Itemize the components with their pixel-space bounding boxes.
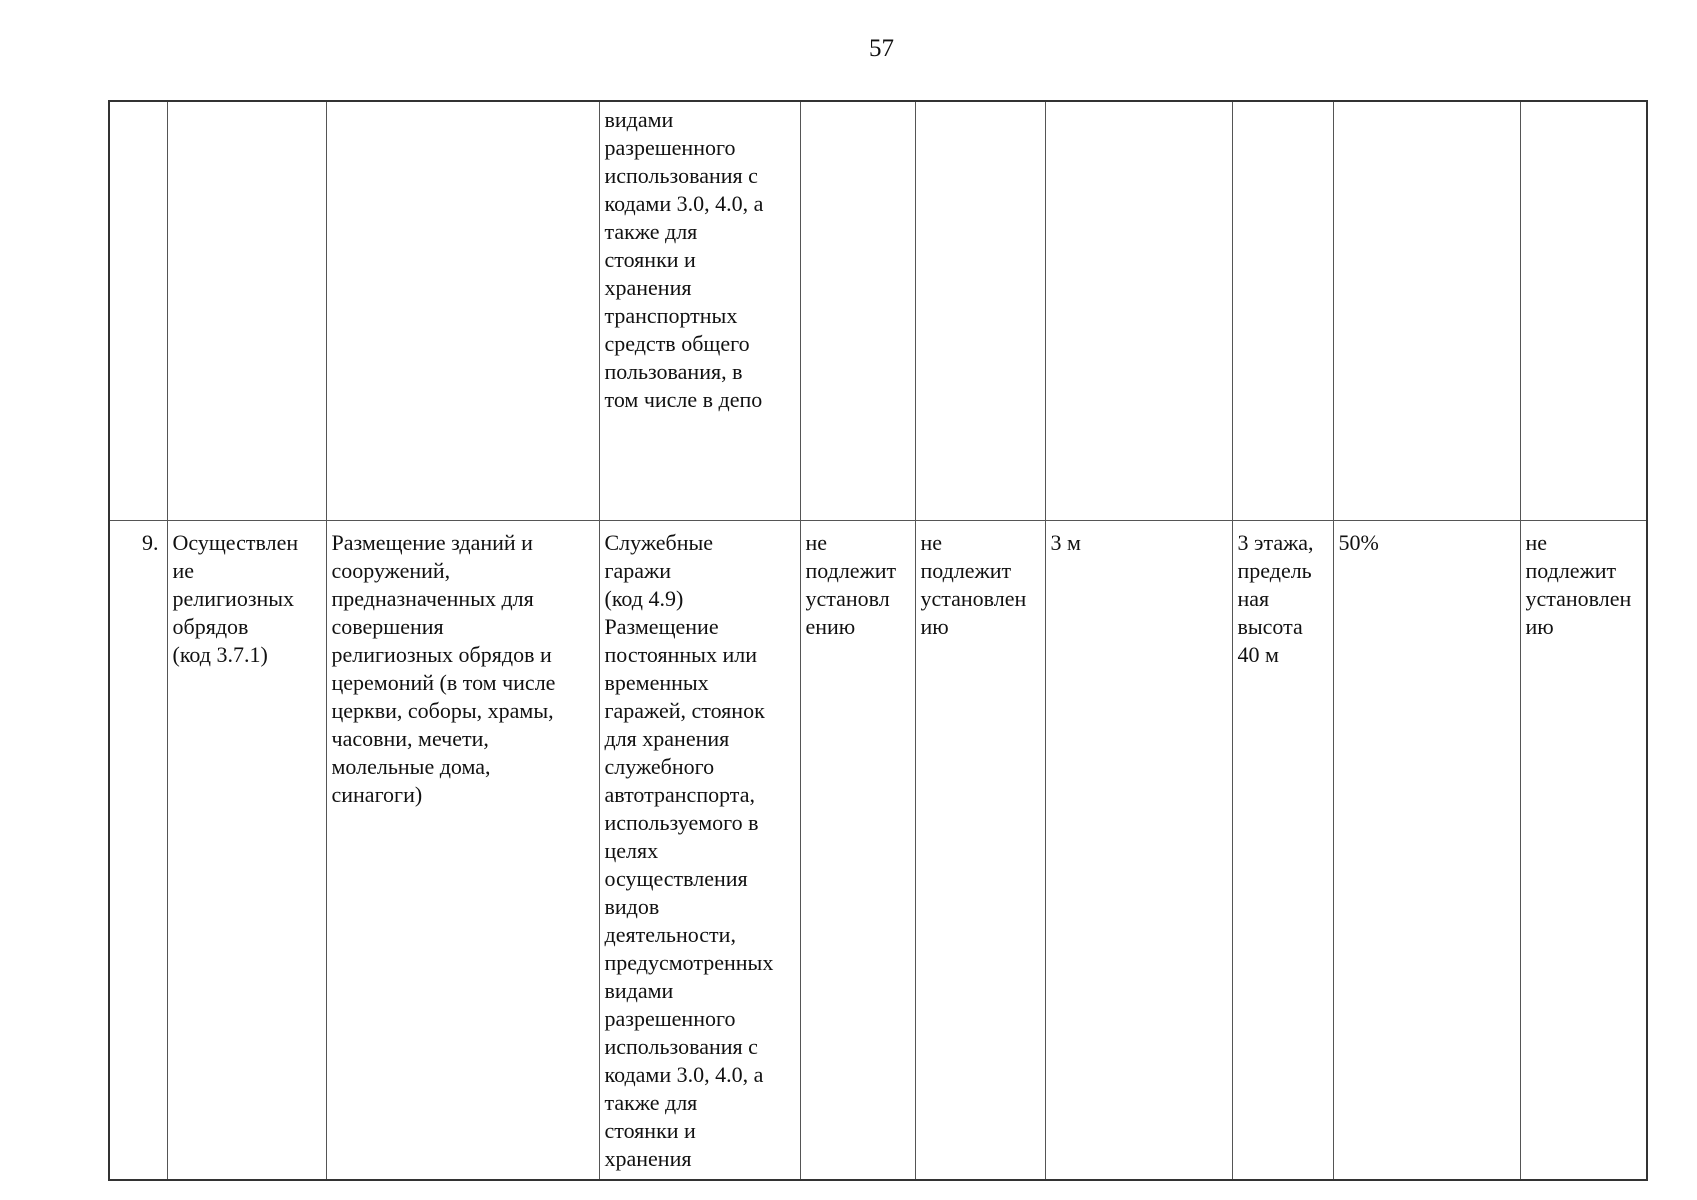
parameter-cell-6: не подлежит установлен ию (915, 521, 1045, 1181)
activity-cell (167, 101, 326, 521)
regulations-table (108, 100, 1648, 1181)
row-number-cell: 9. (109, 521, 167, 1181)
activity-cell: Осуществлен ие религиозных обрядов (код 3.7.1) (167, 521, 326, 1181)
description-cell: Размещение зданий и сооружений, предназначенных для совершения религиозных обрядов и церемоний (в том числе церкви, соборы, храмы, часовни, мечети, молельные дома, синагоги) (326, 521, 599, 1181)
description-cell (326, 101, 599, 521)
parameter-cell-8 (1232, 101, 1333, 521)
parameter-cell-9: 50% (1333, 521, 1520, 1181)
parameter-cell-5 (800, 101, 915, 521)
parameter-cell-10 (1520, 101, 1647, 521)
row-number-cell (109, 101, 167, 521)
page-number: 57 (869, 35, 894, 62)
parameter-cell-7: 3 м (1045, 521, 1232, 1181)
parameter-cell-6 (915, 101, 1045, 521)
parameter-cell-5: не подлежит установл ению (800, 521, 915, 1181)
parameter-cell-10: не подлежит установлен ию (1520, 521, 1647, 1181)
table-row-continued (109, 101, 1647, 521)
related-use-cell: видами разрешенного использования с кодами 3.0, 4.0, а также для стоянки и хранения транспортных средств общего пользования, в том числе в депо (599, 101, 800, 521)
parameter-cell-8: 3 этажа, предель ная высота 40 м (1232, 521, 1333, 1181)
table-row-9 (109, 521, 1647, 1181)
parameter-cell-7 (1045, 101, 1232, 521)
related-use-cell: Служебные гаражи (код 4.9) Размещение постоянных или временных гаражей, стоянок для хранения служебного автотранспорта, используемого в целях осуществления видов деятельности, предусмотренных видами разрешенного использования с кодами 3.0, 4.0, а также для стоянки и хранения (599, 521, 800, 1181)
parameter-cell-9 (1333, 101, 1520, 521)
